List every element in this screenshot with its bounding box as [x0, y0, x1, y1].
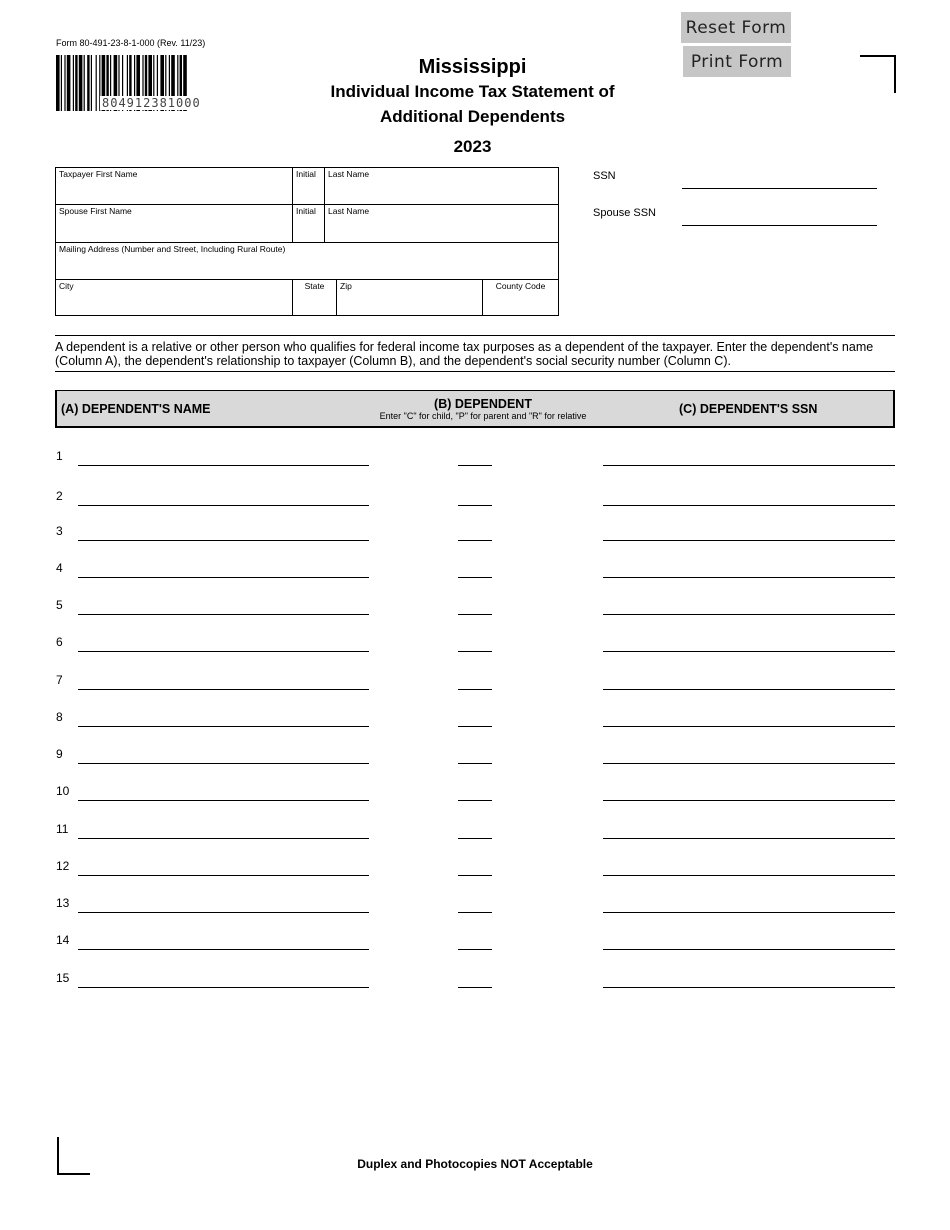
spouse-last-name-input[interactable] — [328, 224, 555, 240]
state-label: State — [304, 281, 325, 291]
city-label: City — [59, 281, 74, 291]
barcode-bar — [61, 55, 62, 111]
taxpayer-last-name-cell — [325, 168, 558, 205]
spouse-initial-input[interactable] — [296, 224, 321, 240]
state-cell — [293, 280, 337, 315]
dependent-name-input[interactable] — [78, 489, 369, 506]
barcode-number: 804912381000 — [102, 96, 201, 110]
county-code-input[interactable] — [486, 297, 555, 313]
dependent-name-input[interactable] — [78, 598, 369, 615]
dependent-relationship-input[interactable] — [458, 489, 492, 506]
column-c-header: (C) DEPENDENT'S SSN — [679, 402, 818, 416]
dependent-relationship-input[interactable] — [458, 896, 492, 913]
row-number: 9 — [56, 747, 63, 761]
row-number: 14 — [56, 933, 70, 947]
state-input[interactable] — [296, 297, 333, 313]
dependent-relationship-input[interactable] — [458, 561, 492, 578]
dependent-relationship-input[interactable] — [458, 933, 492, 950]
taxpayer-initial-label: Initial — [296, 169, 316, 179]
column-b-header — [373, 397, 593, 421]
dependent-ssn-input[interactable] — [603, 822, 895, 839]
form-title — [300, 55, 645, 159]
row-number: 4 — [56, 561, 63, 575]
dependent-relationship-input[interactable] — [458, 449, 492, 466]
dependent-ssn-input[interactable] — [603, 673, 895, 690]
dependent-name-input[interactable] — [78, 449, 369, 466]
row-number: 12 — [56, 859, 70, 873]
dependent-name-input[interactable] — [78, 710, 369, 727]
taxpayer-first-name-label: Taxpayer First Name — [59, 169, 138, 179]
barcode-bar — [79, 55, 83, 111]
reset-form-button[interactable]: Reset Form — [681, 12, 791, 43]
barcode-bar — [96, 55, 97, 111]
dependent-name-input[interactable] — [78, 524, 369, 541]
tax-year: 2023 — [453, 137, 492, 156]
row-number: 1 — [56, 449, 63, 463]
taxpayer-initial-cell — [293, 168, 325, 205]
row-number: 8 — [56, 710, 63, 724]
row-number: 6 — [56, 635, 63, 649]
dependent-ssn-input[interactable] — [603, 784, 895, 801]
barcode-bar — [64, 55, 65, 111]
dependent-ssn-input[interactable] — [603, 971, 895, 988]
spouse-first-name-cell — [56, 205, 293, 243]
dependent-name-input[interactable] — [78, 933, 369, 950]
spouse-initial-label: Initial — [296, 206, 316, 216]
dependent-ssn-input[interactable] — [603, 524, 895, 541]
dependent-relationship-input[interactable] — [458, 635, 492, 652]
ssn-input[interactable] — [682, 168, 877, 189]
barcode-bar — [56, 55, 60, 111]
zip-label: Zip — [340, 281, 352, 291]
dependent-ssn-input[interactable] — [603, 747, 895, 764]
zip-input[interactable] — [340, 297, 479, 313]
barcode-bar — [73, 55, 74, 111]
dependent-name-input[interactable] — [78, 971, 369, 988]
barcode-bar — [87, 55, 89, 111]
row-number: 11 — [56, 822, 69, 836]
dependent-ssn-input[interactable] — [603, 710, 895, 727]
dependent-relationship-input[interactable] — [458, 859, 492, 876]
column-b-instructions: Enter "C" for child, "P" for parent and "R" for relative — [379, 411, 587, 421]
dependent-ssn-input[interactable] — [603, 933, 895, 950]
title-state: Mississippi — [418, 56, 527, 78]
dependent-name-input[interactable] — [78, 896, 369, 913]
row-number: 15 — [56, 971, 70, 985]
dependents-column-header — [55, 390, 895, 428]
dependent-ssn-input[interactable] — [603, 489, 895, 506]
spouse-first-name-label: Spouse First Name — [59, 206, 132, 216]
dependent-relationship-input[interactable] — [458, 524, 492, 541]
dependent-ssn-input[interactable] — [603, 449, 895, 466]
print-form-button[interactable]: Print Form — [683, 46, 791, 77]
taxpayer-info-grid — [55, 167, 559, 316]
taxpayer-initial-input[interactable] — [296, 186, 321, 202]
city-cell — [56, 280, 293, 315]
title-line-1: Individual Income Tax Statement of — [330, 82, 615, 101]
row-number: 10 — [56, 784, 70, 798]
barcode-bar — [84, 55, 85, 111]
form-number: Form 80-491-23-8-1-000 (Rev. 11/23) — [56, 38, 206, 48]
mailing-address-label: Mailing Address (Number and Street, Including Rural Route) — [59, 244, 286, 254]
spouse-last-name-cell — [325, 205, 558, 243]
column-b-title: (B) DEPENDENT — [434, 397, 532, 411]
column-a-header: (A) DEPENDENT'S NAME — [61, 402, 211, 416]
zip-cell — [337, 280, 483, 315]
dependent-relationship-input[interactable] — [458, 673, 492, 690]
dependent-name-input[interactable] — [78, 859, 369, 876]
dependent-name-input[interactable] — [78, 673, 369, 690]
city-input[interactable] — [59, 297, 289, 313]
dependent-relationship-input[interactable] — [458, 822, 492, 839]
dependent-relationship-input[interactable] — [458, 971, 492, 988]
registration-mark-top-right — [860, 55, 896, 93]
taxpayer-last-name-input[interactable] — [328, 186, 555, 202]
footer-note: Duplex and Photocopies NOT Acceptable — [357, 1157, 593, 1171]
dependent-ssn-input[interactable] — [603, 896, 895, 913]
dependent-relationship-input[interactable] — [458, 784, 492, 801]
mailing-address-cell — [56, 243, 558, 280]
dependent-ssn-input[interactable] — [603, 635, 895, 652]
dependent-name-input[interactable] — [78, 784, 369, 801]
dependent-relationship-input[interactable] — [458, 747, 492, 764]
dependent-relationship-input[interactable] — [458, 598, 492, 615]
title-line-2: Additional Dependents — [379, 107, 566, 126]
dependent-relationship-input[interactable] — [458, 710, 492, 727]
spouse-ssn-label: Spouse SSN — [593, 207, 656, 219]
dependent-name-input[interactable] — [78, 822, 369, 839]
county-code-cell — [483, 280, 558, 315]
row-number: 7 — [56, 673, 63, 687]
spouse-initial-cell — [293, 205, 325, 243]
barcode-bar — [67, 55, 71, 111]
row-number: 2 — [56, 489, 63, 503]
dependent-name-input[interactable] — [78, 561, 369, 578]
spouse-ssn-input[interactable] — [682, 205, 877, 226]
spouse-first-name-input[interactable] — [59, 224, 289, 240]
dependent-ssn-input[interactable] — [603, 598, 895, 615]
barcode-bar — [91, 55, 92, 111]
taxpayer-first-name-cell — [56, 168, 293, 205]
dependent-name-input[interactable] — [78, 747, 369, 764]
row-number: 13 — [56, 896, 70, 910]
mailing-address-input[interactable] — [59, 261, 555, 277]
taxpayer-first-name-input[interactable] — [59, 186, 289, 202]
row-number: 5 — [56, 598, 63, 612]
taxpayer-last-name-label: Last Name — [328, 169, 370, 179]
instructions-text: A dependent is a relative or other person who qualifies for federal income tax purposes as a dependent of the taxpayer. Enter the dependent's name (Column A), the dependent's relationship to taxpayer (Column B), and the dependent's social security number (Column C). — [55, 335, 895, 372]
row-number: 3 — [56, 524, 63, 538]
barcode-bar — [75, 55, 77, 111]
dependent-name-input[interactable] — [78, 635, 369, 652]
county-code-label: County Code — [495, 281, 546, 291]
ssn-label: SSN — [593, 170, 616, 182]
dependent-ssn-input[interactable] — [603, 561, 895, 578]
dependent-ssn-input[interactable] — [603, 859, 895, 876]
spouse-last-name-label: Last Name — [328, 206, 370, 216]
